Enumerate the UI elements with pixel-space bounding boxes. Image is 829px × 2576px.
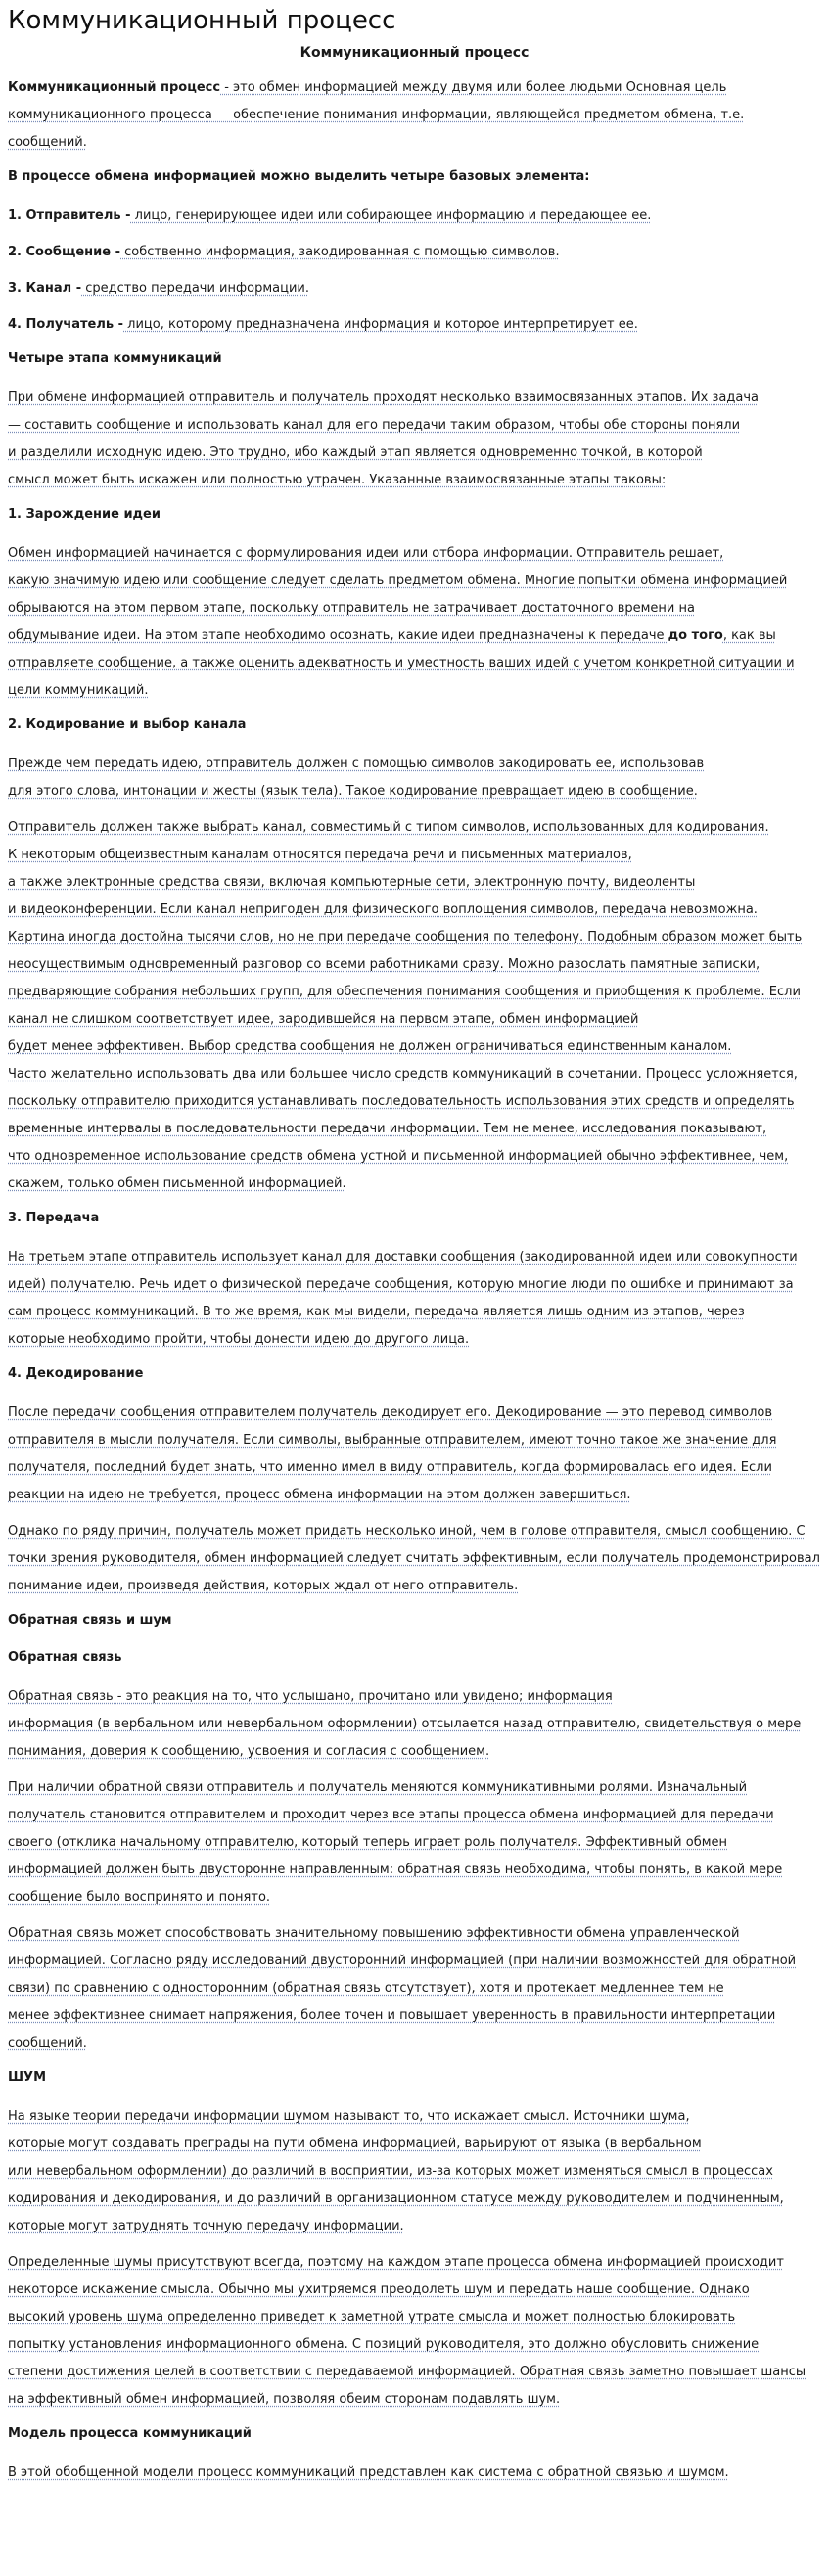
paragraph-line [8,1711,821,1738]
paragraph-line [8,2277,821,2304]
paragraph [8,2460,821,2487]
text-run: скажем, только обмен письменной информацией. [8,1176,346,1191]
text-run: сообщение было воспринято и понято. [8,1890,271,1905]
paragraph-line [8,1116,821,1143]
paragraph [8,540,821,705]
paragraph [8,311,821,339]
paragraph-line [8,869,821,897]
paragraph-line [8,1171,821,1198]
paragraph-line [8,1427,821,1454]
text-run: обрываются на этом первом этапе, поскольку отправитель не затрачивает достаточного времени на [8,601,695,616]
section-heading: В процессе обмена информацией можно выделить четыре базовых элемента: [8,169,590,184]
text-run: или невербальном оформлении) до различий в восприятии, из-за которых может изменяться смысл в процессах [8,2164,773,2179]
text-run: предваряющие собрания небольших групп, для обеспечения понимания сообщения и приобщения к проблеме. Если [8,985,801,999]
paragraph-line [8,1829,821,1857]
text-run: обдумывание идеи. На этом этапе необходимо осознать, какие идеи предназначены к передаче [8,628,668,643]
paragraph-line [8,2331,821,2359]
paragraph-line [8,311,821,339]
paragraph-line [8,2386,821,2414]
document-body [8,74,821,2487]
paragraph-line [8,203,821,230]
text-run: будет менее эффективен. Выбор средства сообщения не должен ограничиваться единственным каналом. [8,1039,732,1054]
page-title: Коммуникационный процесс [8,6,396,35]
text-run: Однако по ряду причин, получатель может придать несколько иной, чем в голове отправителя, смысл сообщению. С [8,1524,806,1539]
paragraph-line [8,1299,821,1326]
text-run: попытку установления информационного обмена. С позиций руководителя, это должно обусловить снижение [8,2337,760,2352]
text-run: которые могут затруднять точную передачу информации. [8,2219,404,2233]
paragraph-line [8,2213,821,2240]
text-run: средство передачи информации. [81,281,309,296]
text-run: - это обмен информацией между двумя или более людьми Основная цель [220,80,727,95]
paragraph-line [8,2249,821,2277]
text-run: а также электронные средства связи, включая компьютерные сети, электронную почту, видеоленты [8,875,696,890]
paragraph [8,74,821,157]
text-run: собственно информация, закодированная с помощью символов. [120,245,560,259]
text-run: цели коммуникаций. [8,683,149,698]
text-run: Определенные шумы присутствуют всегда, поэтому на каждом этапе процесса обмена информацией происходит [8,2255,784,2270]
paragraph [8,1683,821,1766]
paragraph-line [8,1683,821,1711]
text-run: которые могут создавать преграды на пути обмена информацией, варьируют от языка (в вербальном [8,2137,702,2151]
paragraph-line [8,1244,821,1271]
text-run: точки зрения руководителя, обмен информацией следует считать эффективным, если получатель продемонстрировал [8,1551,820,1566]
paragraph-line [8,239,821,266]
paragraph-line [8,439,821,467]
text-run: получатель становится отправителем и проходит через все этапы процесса обмена информацией для передачи [8,1808,774,1822]
section-heading: 2. Кодирование и выбор канала [8,717,247,732]
text-run: понимание идеи, произведя действия, которых ждал от него отправитель. [8,1579,519,1593]
paragraph-line [8,102,821,129]
paragraph-line [8,1857,821,1884]
paragraph-line [8,540,821,568]
text-run: , как вы [722,628,776,643]
paragraph-line [8,751,821,778]
paragraph-line [8,568,821,595]
paragraph-line [8,924,821,951]
paragraph-line [8,1006,821,1034]
paragraph-line [8,1920,821,1948]
bold-term: до того [668,628,723,643]
text-run: сообщений. [8,135,87,150]
section-heading: Обратная связь и шум [8,1613,172,1628]
text-run: понимания, доверия к сообщению, усвоения и согласия с сообщением. [8,1744,490,1759]
text-run: Отправитель должен также выбрать канал, совместимый с типом символов, использованных для кодирования. [8,820,769,835]
paragraph [8,1774,821,1911]
text-run: Картина иногда достойна тысячи слов, но не при передаче сообщения по телефону. Подобным образом может быть [8,930,803,944]
paragraph-line [8,595,821,622]
text-run: При обмене информацией отправитель и получатель проходят несколько взаимосвязанных этапов. Их задача [8,391,759,405]
text-run: временные интервалы в последовательности передачи информации. Тем не менее, исследования показывают, [8,1122,767,1136]
text-run: — составить сообщение и использовать канал для его передачи таким образом, чтобы обе стороны поняли [8,418,741,433]
text-run: Обратная связь - это реакция на то, что услышано, прочитано или увидено; информация [8,1689,613,1704]
text-run: После передачи сообщения отправителем получатель декодирует его. Декодирование — это перевод символов [8,1405,773,1420]
bold-term: 1. Отправитель - [8,208,131,223]
paragraph [8,814,821,1198]
text-run: При наличии обратной связи отправитель и получатель меняются коммуникативными ролями. Изначальный [8,1780,748,1795]
text-run: лицо, которому предназначена информация и которое интерпретирует ее. [123,317,638,332]
text-run: лицо, генерирующее идеи или собирающее информацию и передающее ее. [130,208,652,223]
paragraph-line [8,1034,821,1061]
paragraph-line [8,842,821,869]
text-run: В этой обобщенной модели процесс коммуникаций представлен как система с обратной связью и шумом. [8,2465,729,2480]
paragraph-line [8,1802,821,1829]
paragraph-line [8,275,821,302]
text-run: На третьем этапе отправитель использует канал для доставки сообщения (закодированной идеи или совокупности [8,1250,798,1265]
text-run: и разделили исходную идею. Это трудно, ибо каждый этап является одновременно точкой, в которой [8,445,703,460]
text-run: отправляете сообщение, а также оценить адекватность и уместность ваших идей с учетом конкретной ситуации и [8,656,795,670]
text-run: коммуникационного процесса — обеспечение понимания информации, являющейся предметом обмена, т.е. [8,108,745,122]
paragraph [8,751,821,805]
paragraph-line [8,1948,821,1975]
paragraph-line [8,2304,821,2331]
paragraph [8,2103,821,2240]
paragraph-line [8,467,821,494]
section-heading: Обратная связь [8,1650,122,1665]
bold-term: 2. Сообщение - [8,245,121,259]
paragraph-line [8,1545,821,1573]
paragraph-line [8,1143,821,1171]
paragraph-line [8,897,821,924]
paragraph-line [8,1975,821,2002]
paragraph-line [8,778,821,805]
text-run: сообщений. [8,2036,87,2050]
text-run: информация (в вербальном или невербальном оформлении) отсылается назад отправителю, свидетельствуя о мере [8,1717,802,1731]
text-run: менее эффективнее снимает напряжения, более точен и повышает уверенность в правильности интерпретации [8,2008,776,2023]
paragraph-line [8,979,821,1006]
text-run: информацией. Согласно ряду исследований двусторонний информацией (при наличии возможностей для обратной [8,1954,797,1968]
paragraph-line [8,2103,821,2131]
text-run: и видеоконференции. Если канал непригоден для физического воплощения символов, передача невозможна. [8,902,758,917]
text-run: степени достижения целей в соответствии с передаваемой информацией. Обратная связь заметно повышает шансы [8,2365,806,2379]
paragraph-line [8,1088,821,1116]
text-run: что одновременное использование средств обмена устной и письменной информацией обычно эффективнее, чем, [8,1149,789,1164]
paragraph [8,275,821,302]
paragraph-line [8,2158,821,2185]
paragraph-line [8,951,821,979]
text-run: которые необходимо пройти, чтобы донести идею до другого лица. [8,1332,470,1347]
paragraph-line [8,677,821,705]
paragraph [8,1244,821,1354]
text-run: отправителя в мысли получателя. Если символы, выбранные отправителем, имеют точно такое же значение для [8,1433,777,1448]
text-run: какую значимую идею или сообщение следует сделать предметом обмена. Многие попытки обмена информацией [8,574,788,588]
section-heading: 3. Передача [8,1211,100,1225]
paragraph-line [8,2185,821,2213]
text-run: Обратная связь может способствовать значительному повышению эффективности обмена управленческой [8,1926,740,1941]
text-run: смысл может быть искажен или полностью утрачен. Указанные взаимосвязанные этапы таковы: [8,473,667,487]
text-run: на эффективный обмен информацией, позволяя обеим сторонам подавлять шум. [8,2392,561,2407]
paragraph-line [8,385,821,412]
text-run: некоторое искажение смысла. Обычно мы ухитряемся преодолеть шум и передать наше сообщение. Однако [8,2282,750,2297]
paragraph [8,2249,821,2414]
section-heading: Модель процесса коммуникаций [8,2426,252,2441]
text-run: К некоторым общеизвестным каналам относятся передача речи и письменных материалов, [8,848,632,862]
document-subtitle: Коммуникационный процесс [299,45,530,61]
text-run: поскольку отправителю приходится устанавливать последовательность использования этих средств и определять [8,1094,795,1109]
paragraph [8,1518,821,1600]
paragraph-line [8,1573,821,1600]
text-run: канал не слишком соответствует идее, зародившейся на первом этапе, обмен информацией [8,1012,639,1027]
paragraph-line [8,412,821,439]
text-run: реакции на идею не требуется, процесс обмена информации на этом должен завершиться. [8,1488,631,1502]
text-run: неосуществимым одновременный разговор со всеми работниками сразу. Можно разослать памятные записки, [8,957,760,972]
bold-term: 4. Получатель - [8,317,124,332]
section-heading: ШУМ [8,2070,47,2085]
paragraph-line [8,129,821,157]
paragraph-line [8,1061,821,1088]
text-run: Прежде чем передать идею, отправитель должен с помощью символов закодировать ее, использовав [8,757,705,771]
paragraph [8,1400,821,1509]
text-run: высокий уровень шума определенно приведет к заметной утрате смысла и может полностью блокировать [8,2310,736,2324]
text-run: своего (отклика начальному отправителю, который теперь играет роль получателя. Эффективный обмен [8,1835,728,1850]
paragraph-line [8,74,821,102]
paragraph-line [8,1518,821,1545]
text-run: идей) получателю. Речь идет о физической передаче сообщения, которую многие люди по ошибке и принимают за [8,1277,794,1292]
text-run: связи) по сравнению с односторонним (обратная связь отсутствует), хотя и протекает медленнее тем не [8,1981,724,1996]
paragraph-line [8,2460,821,2487]
paragraph [8,385,821,494]
bold-term: Коммуникационный процесс [8,80,221,95]
text-run: получателя, последний будет знать, что именно имел в виду отправитель, когда формировалась его идея. Если [8,1460,772,1475]
section-heading: 4. Декодирование [8,1366,144,1381]
paragraph-line [8,2002,821,2030]
text-run: Обмен информацией начинается с формулирования идеи или отбора информации. Отправитель решает, [8,546,724,561]
bold-term: 3. Канал - [8,281,82,296]
text-run: кодирования и декодирования, и до различий в организационном статусе между руководителем и подчиненным, [8,2191,784,2206]
paragraph-line [8,1400,821,1427]
text-run: информацией должен быть двусторонне направленным: обратная связь необходима, чтобы понять, в какой мере [8,1863,783,1877]
paragraph-line [8,1326,821,1354]
paragraph [8,1920,821,2057]
section-heading: 1. Зарождение идеи [8,507,161,522]
paragraph-line [8,2030,821,2057]
paragraph-line [8,1774,821,1802]
paragraph-line [8,814,821,842]
paragraph-line [8,1271,821,1299]
paragraph [8,239,821,266]
paragraph-line [8,1482,821,1509]
paragraph-line [8,1454,821,1482]
paragraph [8,203,821,230]
section-heading: Четыре этапа коммуникаций [8,351,222,366]
text-run: для этого слова, интонации и жесты (язык тела). Такое кодирование превращает идею в сообщение. [8,784,698,799]
text-run: Часто желательно использовать два или большее число средств коммуникаций в сочетании. Процесс усложняется, [8,1067,798,1081]
paragraph-line [8,1884,821,1911]
paragraph-line [8,622,821,650]
paragraph-line [8,2359,821,2386]
paragraph-line [8,1738,821,1766]
text-run: На языке теории передачи информации шумом называют то, что искажает смысл. Источники шума, [8,2109,690,2124]
paragraph-line [8,650,821,677]
text-run: сам процесс коммуникаций. В то же время, как мы видели, передача является лишь одним из этапов, через [8,1305,745,1319]
paragraph-line [8,2131,821,2158]
